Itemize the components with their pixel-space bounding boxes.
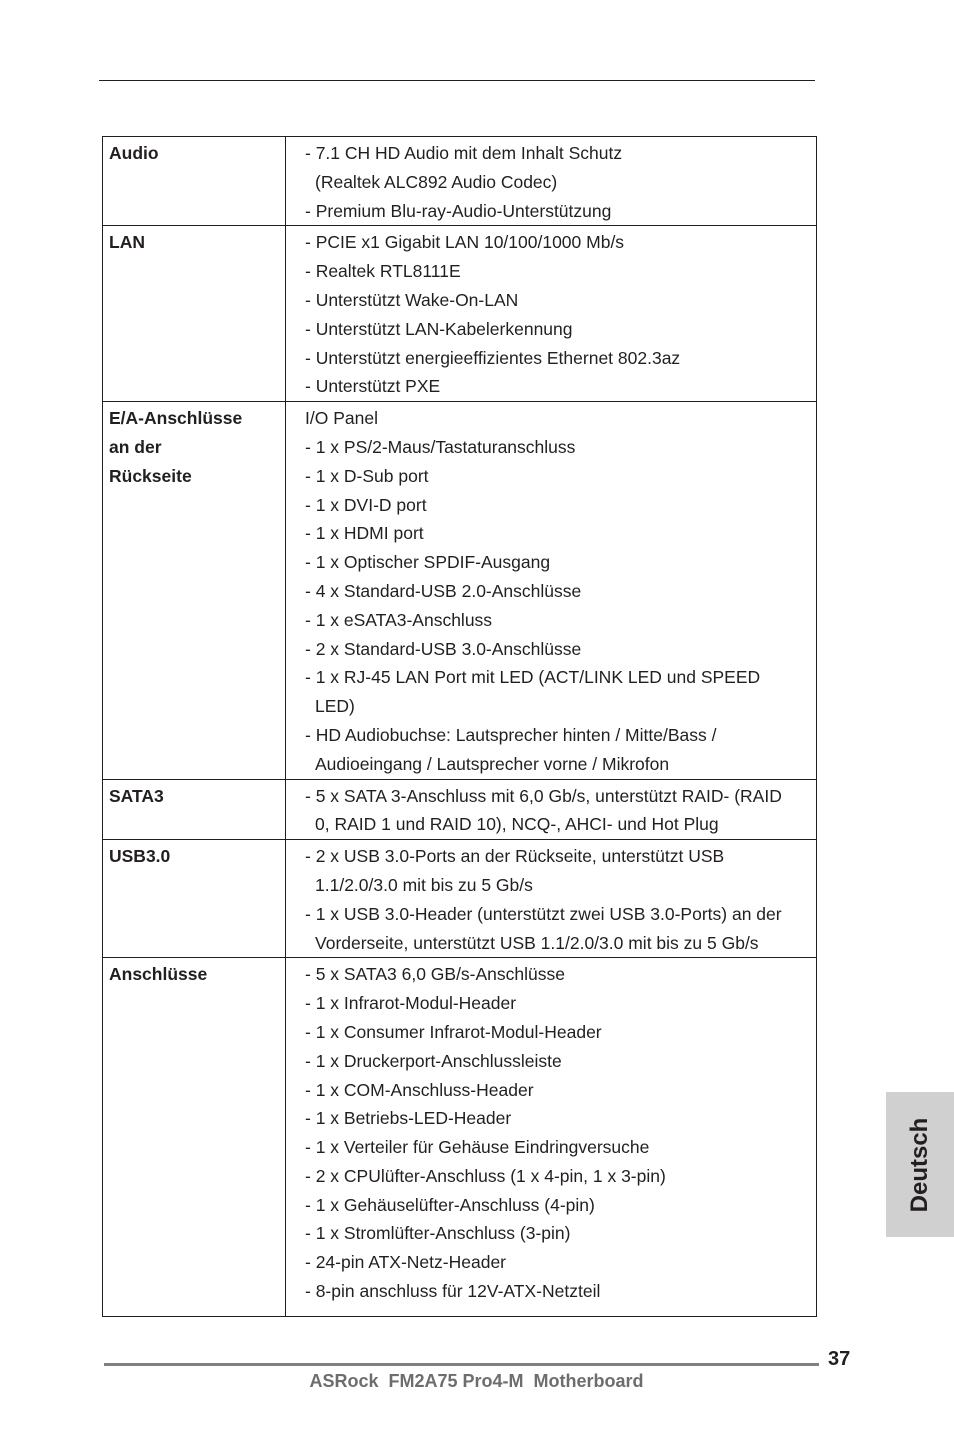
spec-item: 1.1/2.0/3.0 mit bis zu 5 Gb/s bbox=[315, 874, 533, 895]
spec-label: SATA3 bbox=[109, 785, 164, 806]
spec-item: - 1 x eSATA3-Anschluss bbox=[305, 609, 493, 630]
spec-row bbox=[103, 958, 817, 1317]
spec-item: - 1 x Stromlüfter-Anschluss (3-pin) bbox=[305, 1223, 571, 1244]
spec-label-cell bbox=[103, 779, 286, 840]
spec-item: - 1 x Infrarot-Modul-Header bbox=[305, 993, 517, 1014]
spec-row bbox=[103, 779, 817, 840]
spec-item: - Unterstützt Wake-On-LAN bbox=[305, 289, 519, 310]
spec-row bbox=[103, 402, 817, 779]
spec-item: - 7.1 CH HD Audio mit dem Inhalt Schutz bbox=[305, 143, 623, 163]
spec-row bbox=[103, 137, 817, 226]
spec-item: - 1 x DVI-D port bbox=[305, 494, 427, 515]
spec-item: - 2 x Standard-USB 3.0-Anschlüsse bbox=[305, 638, 582, 659]
spec-item: - 1 x PS/2-Maus/Tastaturanschluss bbox=[305, 436, 576, 457]
spec-label: USB3.0 bbox=[109, 846, 171, 867]
spec-label-cell bbox=[103, 137, 286, 226]
spec-item: - 5 x SATA3 6,0 GB/s-Anschlüsse bbox=[305, 964, 566, 985]
spec-item: - 24-pin ATX-Netz-Header bbox=[305, 1252, 507, 1273]
footer-title: ASRock FM2A75 Pro4-M Motherboard bbox=[309, 1371, 644, 1391]
spec-label-cell bbox=[103, 958, 286, 1317]
page-number: 37 bbox=[828, 1348, 851, 1370]
spec-item: - Unterstützt LAN-Kabelerkennung bbox=[305, 318, 573, 339]
spec-item: - 1 x USB 3.0-Header (unterstützt zwei USB 3.0-Ports) an der bbox=[305, 903, 782, 924]
spec-item: - 1 x Gehäuselüfter-Anschluss (4-pin) bbox=[305, 1194, 595, 1215]
spec-item: - Unterstützt energieeffizientes Ethernet 802.3az bbox=[305, 347, 681, 368]
language-tab bbox=[886, 1092, 954, 1237]
spec-content-cell bbox=[286, 840, 817, 958]
spec-item: - 1 x RJ-45 LAN Port mit LED (ACT/LINK LED und SPEED bbox=[305, 667, 761, 688]
specification-table-body bbox=[103, 137, 817, 1317]
spec-item: - Realtek RTL8111E bbox=[305, 261, 461, 282]
spec-item: - 4 x Standard-USB 2.0-Anschlüsse bbox=[305, 580, 582, 601]
spec-label-cell bbox=[103, 226, 286, 402]
spec-item: - Premium Blu-ray-Audio-Unterstützung bbox=[305, 200, 612, 221]
spec-item: 0, RAID 1 und RAID 10), NCQ-, AHCI- und Hot Plug bbox=[315, 814, 719, 835]
spec-content-cell bbox=[286, 137, 817, 226]
spec-item: Audioeingang / Lautsprecher vorne / Mikrofon bbox=[315, 753, 670, 774]
footer-rule bbox=[104, 1363, 819, 1366]
spec-item: - 1 x Verteiler für Gehäuse Eindringversuche bbox=[305, 1137, 650, 1158]
spec-item: - 1 x D-Sub port bbox=[305, 465, 429, 486]
spec-item: - 1 x Druckerport-Anschlussleiste bbox=[305, 1050, 562, 1071]
specification-table bbox=[102, 136, 817, 1317]
spec-row bbox=[103, 840, 817, 958]
spec-content-cell bbox=[286, 402, 817, 779]
spec-item: - 8-pin anschluss für 12V-ATX-Netzteil bbox=[305, 1281, 601, 1302]
spec-item: - 1 x Betriebs-LED-Header bbox=[305, 1108, 512, 1129]
spec-label-cell bbox=[103, 402, 286, 779]
spec-item: I/O Panel bbox=[305, 408, 378, 429]
spec-label: Rückseite bbox=[109, 465, 192, 486]
spec-label: LAN bbox=[109, 232, 145, 253]
spec-item: - 2 x USB 3.0-Ports an der Rückseite, unterstützt USB bbox=[305, 846, 725, 867]
spec-item: - 5 x SATA 3-Anschluss mit 6,0 Gb/s, unterstützt RAID- (RAID bbox=[305, 785, 782, 806]
spec-label: Anschlüsse bbox=[109, 964, 208, 985]
spec-content-cell bbox=[286, 226, 817, 402]
spec-item: Vorderseite, unterstützt USB 1.1/2.0/3.0 mit bis zu 5 Gb/s bbox=[315, 932, 759, 953]
spec-label: Audio bbox=[109, 143, 159, 163]
spec-item: - PCIE x1 Gigabit LAN 10/100/1000 Mb/s bbox=[305, 232, 625, 253]
spec-item: - 1 x HDMI port bbox=[305, 523, 424, 544]
spec-item: - HD Audiobuchse: Lautsprecher hinten / Mitte/Bass / bbox=[305, 724, 717, 745]
spec-content-cell bbox=[286, 779, 817, 840]
spec-row bbox=[103, 226, 817, 402]
spec-item: - 1 x COM-Anschluss-Header bbox=[305, 1079, 534, 1100]
spec-label: an der bbox=[109, 436, 162, 457]
header-rule bbox=[99, 80, 815, 81]
spec-item: - Unterstützt PXE bbox=[305, 376, 441, 397]
spec-item: - 2 x CPUlüfter-Anschluss (1 x 4-pin, 1 x 3-pin) bbox=[305, 1165, 666, 1186]
spec-item: (Realtek ALC892 Audio Codec) bbox=[315, 171, 558, 192]
spec-item: - 1 x Optischer SPDIF-Ausgang bbox=[305, 552, 551, 573]
spec-label-cell bbox=[103, 840, 286, 958]
spec-item: LED) bbox=[315, 696, 355, 717]
spec-item: - 1 x Consumer Infrarot-Modul-Header bbox=[305, 1021, 602, 1042]
language-tab-label: Deutsch bbox=[906, 1117, 933, 1212]
spec-label: E/A-Anschlüsse bbox=[109, 408, 243, 429]
spec-content-cell bbox=[286, 958, 817, 1317]
